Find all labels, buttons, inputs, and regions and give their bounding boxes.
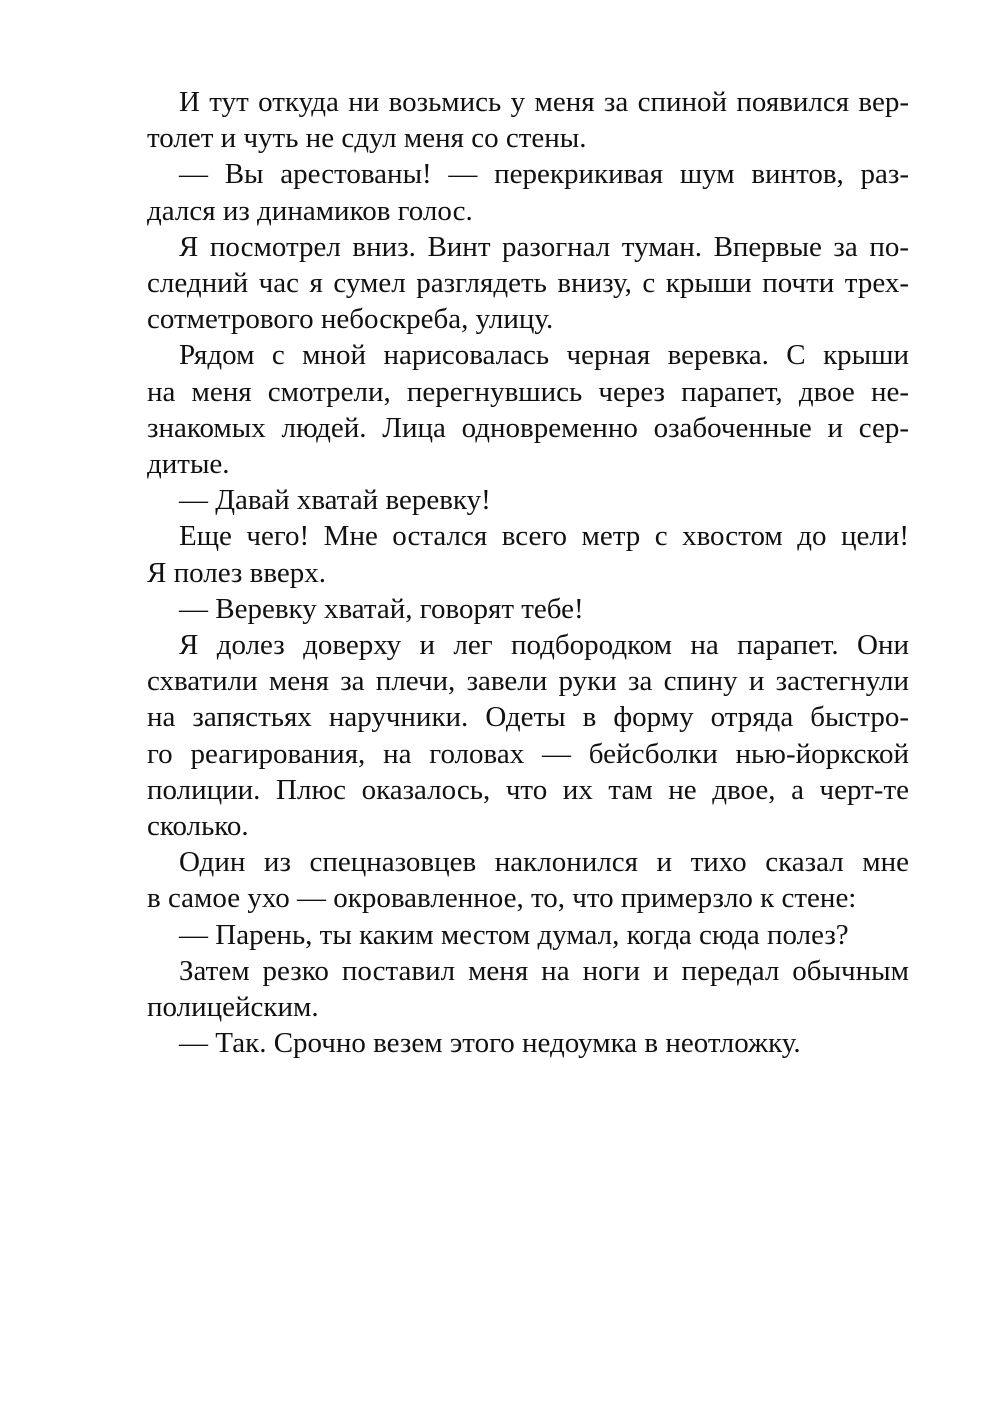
text-line: Затем резко поставил меня на ноги и передал обычным <box>179 954 909 987</box>
text-line: — Давай хватай веревку! <box>179 484 491 517</box>
text-line: схватили меня за плечи, завели руки за спину и застегнули <box>147 665 909 698</box>
paragraph <box>115 84 909 156</box>
text-line: следний час я сумел разглядеть внизу, с крыши почти трех- <box>147 267 909 300</box>
paragraph <box>115 917 909 953</box>
text-line: — Парень, ты каким местом думал, когда сюда полез? <box>179 918 849 951</box>
text-line: сколько. <box>147 810 249 843</box>
text-line: знакомых людей. Лица одновременно озабоченные и сер- <box>147 411 909 444</box>
text-line: толет и чуть не сдул меня со стены. <box>147 122 587 155</box>
paragraph <box>115 1025 909 1061</box>
paragraph <box>115 337 909 482</box>
paragraph <box>115 482 909 518</box>
text-line: Еще чего! Мне остался всего метр с хвостом до цели! <box>179 520 909 553</box>
text-line: Я полез вверх. <box>147 556 326 589</box>
text-line: го реагирования, на головах — бейсболки нью-йоркской <box>147 737 909 770</box>
paragraph <box>115 627 909 844</box>
text-line: дитые. <box>147 448 230 481</box>
text-line: Я долез доверху и лег подбородком на парапет. Они <box>179 629 909 662</box>
text-line: сотметрового небоскреба, улицу. <box>147 303 554 336</box>
paragraph <box>115 156 909 228</box>
text-line: в самое ухо — окровавленное, то, что примерзло к стене: <box>147 882 857 915</box>
text-line: Я посмотрел вниз. Винт разогнал туман. Впервые за по- <box>179 230 909 263</box>
text-line: полиции. Плюс оказалось, что их там не двое, а черт-те <box>147 773 909 806</box>
paragraph <box>115 953 909 1025</box>
paragraph <box>115 229 909 338</box>
paragraph <box>115 591 909 627</box>
book-page <box>115 84 909 1061</box>
text-line: — Вы арестованы! — перекрикивая шум винтов, раз- <box>179 158 909 191</box>
paragraph <box>115 518 909 590</box>
text-line: Рядом с мной нарисовалась черная веревка. С крыши <box>179 339 909 372</box>
text-line: дался из динамиков голос. <box>147 194 473 227</box>
paragraph <box>115 844 909 916</box>
text-line: — Веревку хватай, говорят тебе! <box>179 592 584 625</box>
text-line: И тут откуда ни возьмись у меня за спиной появился вер- <box>179 86 909 118</box>
text-line: на меня смотрели, перегнувшись через парапет, двое не- <box>147 375 909 408</box>
text-line: Один из спецназовцев наклонился и тихо сказал мне <box>179 846 909 879</box>
text-line: на запястьях наручники. Одеты в форму отряда быстро- <box>147 701 909 734</box>
text-line: — Так. Срочно везем этого недоумка в неотложку. <box>179 1027 801 1060</box>
text-line: полицейским. <box>147 991 319 1024</box>
